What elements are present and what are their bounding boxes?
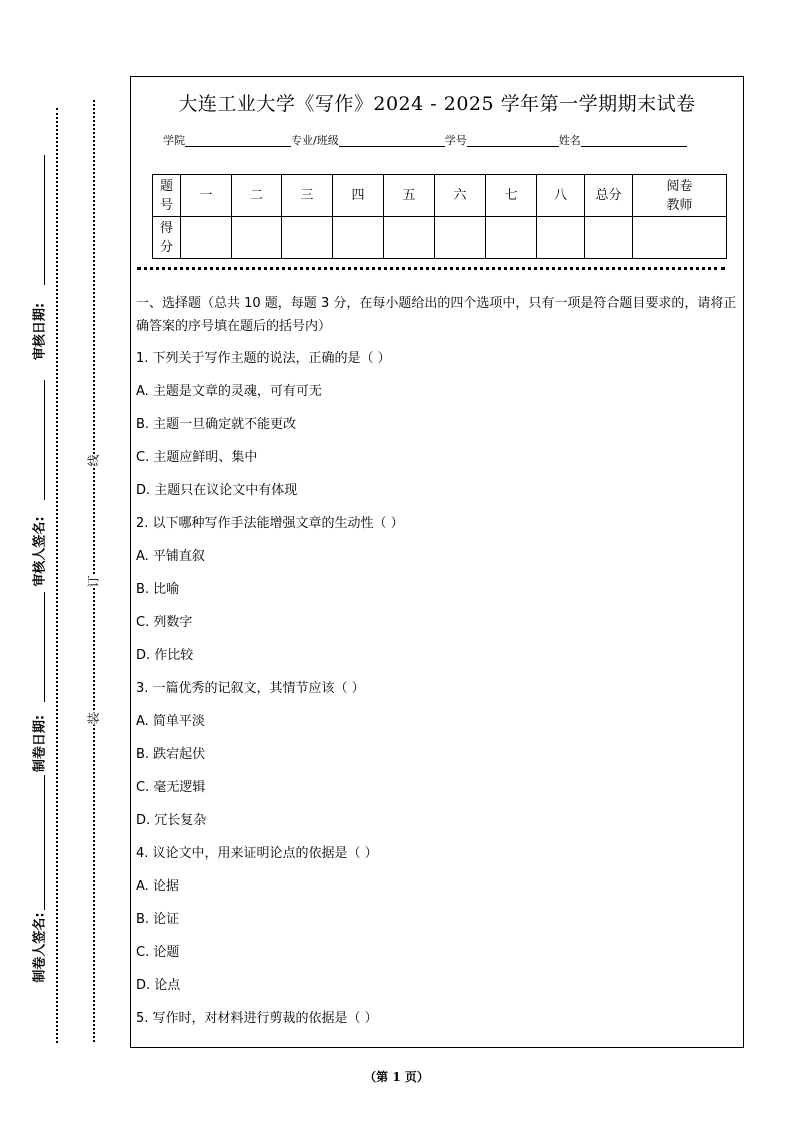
score-header-row bbox=[153, 175, 727, 217]
question-option: B. 主题一旦确定就不能更改 bbox=[136, 417, 297, 432]
question-option: A. 论据 bbox=[136, 879, 179, 894]
question-stem: 2. 以下哪种写作手法能增强文章的生动性（ ） bbox=[136, 516, 404, 531]
question-option: A. 主题是文章的灵魂，可有可无 bbox=[136, 384, 322, 399]
sign-line bbox=[44, 592, 45, 702]
grader-cell: 阅卷 教师 bbox=[633, 175, 727, 217]
score-cell[interactable] bbox=[282, 217, 333, 259]
exam-title: 大连工业大学《写作》2024 - 2025 学年第一学期期末试卷 bbox=[178, 93, 696, 115]
question-stem: 1. 下列关于写作主题的说法，正确的是（ ） bbox=[136, 351, 391, 366]
score-cell[interactable] bbox=[384, 217, 435, 259]
major-class-field[interactable] bbox=[339, 134, 445, 147]
header-cell: 总分 bbox=[585, 175, 633, 217]
field-id-label: 学号 bbox=[444, 134, 467, 147]
header-cell: 七 bbox=[486, 175, 537, 217]
score-cell[interactable] bbox=[435, 217, 486, 259]
question-option: D. 冗长复杂 bbox=[136, 813, 207, 828]
question-stem: 3. 一篇优秀的记叙文，其情节应该（ ） bbox=[136, 681, 365, 696]
sign-line bbox=[44, 380, 45, 500]
binding-mark-zhuang: 装 bbox=[86, 712, 101, 725]
student-info-row bbox=[163, 132, 687, 148]
field-college-label: 学院 bbox=[163, 134, 185, 147]
header-cell: 三 bbox=[282, 175, 333, 217]
score-value-row bbox=[153, 217, 727, 259]
header-cell: 六 bbox=[435, 175, 486, 217]
score-cell[interactable] bbox=[585, 217, 633, 259]
student-name-field[interactable] bbox=[581, 134, 687, 147]
score-cell[interactable] bbox=[232, 217, 282, 259]
binding-mark-xian: 线 bbox=[86, 454, 101, 467]
page-footer: （第 1 页） bbox=[364, 1070, 429, 1084]
score-cell[interactable] bbox=[181, 217, 232, 259]
header-cell: 五 bbox=[384, 175, 435, 217]
label-cell: 得 分 bbox=[153, 217, 181, 259]
review-date-label: 审核日期: bbox=[32, 302, 48, 361]
question-option: A. 平铺直叙 bbox=[136, 549, 205, 564]
question-area bbox=[136, 292, 737, 1035]
sign-line bbox=[44, 155, 45, 285]
sign-line bbox=[44, 775, 45, 910]
binding-dotted-line bbox=[93, 100, 95, 1042]
grader-sign-cell[interactable] bbox=[633, 217, 727, 259]
score-table bbox=[152, 174, 727, 259]
question-option: B. 论证 bbox=[136, 912, 180, 927]
question-option: B. 跌宕起伏 bbox=[136, 747, 206, 762]
exam-frame bbox=[130, 76, 744, 1048]
question-option: D. 作比较 bbox=[136, 648, 194, 663]
question-option: D. 论点 bbox=[136, 978, 181, 993]
question-option: D. 主题只在议论文中有体现 bbox=[136, 483, 298, 498]
score-cell[interactable] bbox=[486, 217, 537, 259]
binding-mark-ding: 订 bbox=[86, 575, 101, 588]
question-option: A. 简单平淡 bbox=[136, 714, 205, 729]
question-option: C. 毫无逻辑 bbox=[136, 780, 206, 795]
question-stem: 5. 写作时，对材料进行剪裁的依据是（ ） bbox=[136, 1011, 378, 1026]
question-option: C. 列数字 bbox=[136, 615, 193, 630]
header-cell: 四 bbox=[333, 175, 384, 217]
maker-sign-label: 制卷人签名: bbox=[32, 912, 48, 983]
question-list bbox=[136, 342, 737, 1035]
header-cell: 一 bbox=[181, 175, 232, 217]
field-major-label: 专业/班级 bbox=[291, 134, 339, 147]
question-stem: 4. 议论文中，用来证明论点的依据是（ ） bbox=[136, 846, 378, 861]
binding-dotted-line bbox=[56, 108, 58, 1043]
make-date-label: 制卷日期: bbox=[32, 714, 48, 773]
label-cell: 题 号 bbox=[153, 175, 181, 217]
field-name-label: 姓名 bbox=[558, 134, 581, 147]
question-option: B. 比喻 bbox=[136, 582, 180, 597]
college-field[interactable] bbox=[185, 134, 291, 147]
student-id-field[interactable] bbox=[467, 134, 559, 147]
dotted-separator bbox=[137, 267, 725, 270]
question-option: C. 论题 bbox=[136, 945, 180, 960]
score-cell[interactable] bbox=[537, 217, 585, 259]
reviewer-sign-label: 审核人签名: bbox=[32, 516, 48, 587]
question-option: C. 主题应鲜明、集中 bbox=[136, 450, 258, 465]
header-cell: 八 bbox=[537, 175, 585, 217]
header-cell: 二 bbox=[232, 175, 282, 217]
section-heading: 一、选择题（总共 10 题，每题 3 分，在每小题给出的四个选项中，只有一项是符合题目要求的，请将正确答案的序号填在题后的括号内） bbox=[136, 296, 737, 334]
score-cell[interactable] bbox=[333, 217, 384, 259]
